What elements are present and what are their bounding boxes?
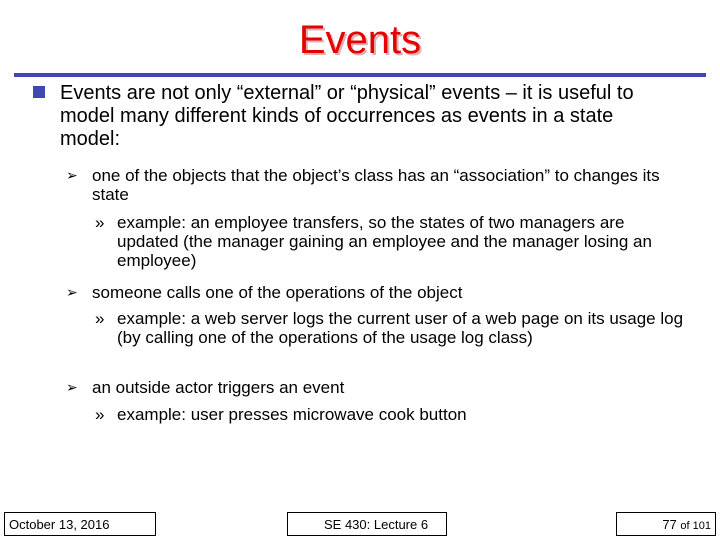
main-bullet-text: Events are not only “external” or “physical” events – it is useful to model many different kinds of occurrences as events in a state model: bbox=[60, 82, 634, 150]
guillemet-bullet-icon: » bbox=[95, 213, 105, 232]
title-divider bbox=[14, 73, 706, 77]
list-item bbox=[66, 378, 692, 397]
guillemet-bullet-icon: » bbox=[95, 309, 105, 328]
footer-date: October 13, 2016 bbox=[4, 512, 156, 536]
sub-list-item-text: example: a web server logs the current user of a web page on its usage log (by calling one of the operations of the usage log class) bbox=[117, 309, 684, 347]
arrow-bullet-icon: ➢ bbox=[66, 284, 78, 300]
page-total: of 101 bbox=[680, 520, 711, 532]
list-item-text: someone calls one of the operations of the object bbox=[92, 283, 463, 302]
square-bullet-icon bbox=[33, 86, 45, 98]
list-item-text: an outside actor triggers an event bbox=[92, 378, 345, 397]
guillemet-bullet-icon: » bbox=[95, 405, 105, 424]
sub-list-item-text: example: user presses microwave cook button bbox=[117, 405, 467, 424]
list-item bbox=[66, 166, 692, 204]
page-number: 77 bbox=[662, 517, 677, 532]
list-item bbox=[66, 283, 692, 302]
sub-list-item-text: example: an employee transfers, so the states of two managers are updated (the manager gaining an employee and the manager losing an employee) bbox=[117, 213, 652, 270]
footer-page-number bbox=[616, 512, 716, 536]
arrow-bullet-icon: ➢ bbox=[66, 379, 78, 395]
slide-title: Events bbox=[298, 18, 422, 62]
list-item-text: one of the objects that the object’s class has an “association” to changes its state bbox=[92, 166, 660, 204]
footer-course: SE 430: Lecture 6 bbox=[287, 512, 447, 536]
arrow-bullet-icon: ➢ bbox=[66, 167, 78, 183]
